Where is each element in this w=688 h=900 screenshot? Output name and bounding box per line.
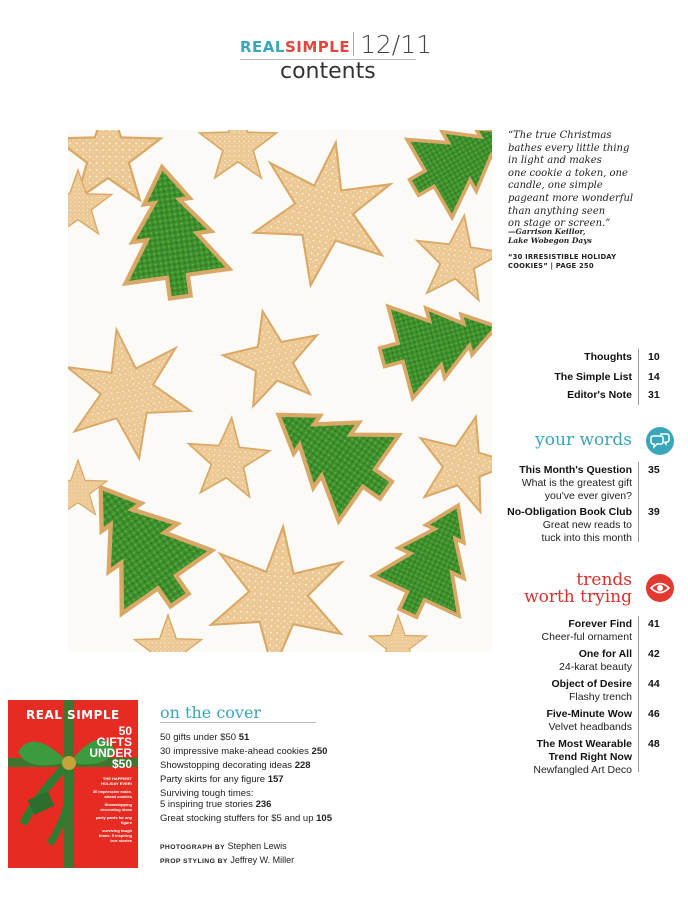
quote-line: in light and makes (508, 155, 602, 167)
toc-item-book-club[interactable]: No-Obligation Book Club Great new reads to tuck into this month (507, 506, 632, 544)
toc-page-number: 10 (648, 351, 660, 363)
toc-item-object-of-desire[interactable]: Object of Desire Flashy trench (551, 678, 632, 703)
toc-item-simple-list[interactable]: The Simple List (554, 371, 632, 383)
list-item[interactable]: Showstopping decorating ideas 228 (160, 760, 311, 771)
quote-line: than anything seen (508, 205, 606, 217)
quote-line: pageant more wonderful (508, 192, 634, 204)
toc-page-number: 42 (648, 648, 660, 660)
photo-credit: PHOTOGRAPH BY Stephen Lewis (160, 841, 287, 851)
list-item[interactable]: 50 gifts under $50 51 (160, 732, 250, 743)
quote-page-reference[interactable]: “30 IRRESISTIBLE HOLIDAY COOKIES” | PAGE 250 (508, 253, 617, 270)
toc-item-five-minute-wow[interactable]: Five-Minute Wow Velvet headbands (546, 708, 632, 733)
toc-item-most-wearable-trend[interactable]: The Most Wearable Trend Right Now Newfangled Art Deco (533, 738, 632, 776)
quote-line: on stage or screen.” (508, 218, 611, 230)
photo-credits (160, 840, 410, 868)
cover-heading-rule (160, 722, 316, 723)
list-item[interactable]: Great stocking stuffers for $5 and up 105 (160, 813, 332, 824)
toc-divider (638, 616, 639, 772)
cover-cover-lines: THE HAPPIEST HOLIDAY EVER! 30 impressive make-ahead cookies Showstopping decorating ideas party pants for any figure surviving tough times: 5 inspiring true stories (92, 776, 132, 843)
masthead (240, 30, 433, 92)
toc-page-number: 14 (648, 371, 660, 383)
section-heading-on-the-cover: on the cover (160, 703, 262, 722)
toc-item-one-for-all[interactable]: One for All 24-karat beauty (559, 648, 632, 673)
issue-number: 12/11 (360, 30, 433, 59)
toc-divider (638, 462, 639, 542)
list-item[interactable]: Surviving tough times: 5 inspiring true stories 236 (160, 788, 272, 810)
toc-item-forever-find[interactable]: Forever Find Cheer-ful ornament (541, 618, 632, 643)
cover-thumbnail[interactable] (8, 700, 138, 868)
list-item[interactable]: Party skirts for any figure 157 (160, 774, 284, 785)
toc-page-number: 41 (648, 618, 660, 630)
quote-line: candle, one simple (508, 180, 603, 192)
toc-item-months-question[interactable]: This Month's Question What is the greatest gift you've ever given? (519, 464, 632, 502)
section-heading-your-words: your words (535, 430, 632, 450)
cookies-illustration (68, 130, 492, 652)
styling-credit: PROP STYLING BY Jeffrey W. Miller (160, 855, 295, 865)
quote-line: “The true Christmas (508, 130, 612, 141)
cover-brand: REAL SIMPLE (26, 708, 120, 722)
toc-item-thoughts[interactable]: Thoughts (584, 351, 632, 363)
cookies-photo (68, 130, 492, 652)
quote-line: one cookie a token, one (508, 167, 628, 179)
toc-page-number: 44 (648, 678, 660, 690)
quote-attribution: —Garrison Keillor, Lake Wobegon Days (508, 227, 592, 245)
toc-item-editors-note[interactable]: Editor's Note (567, 389, 632, 401)
list-item[interactable]: 30 impressive make-ahead cookies 250 (160, 746, 328, 757)
quote-line: bathes every little thing (508, 142, 630, 154)
eye-icon (646, 574, 674, 602)
masthead-divider (353, 32, 354, 56)
cover-story-list (160, 731, 410, 826)
toc-page-number: 39 (648, 506, 660, 518)
pull-quote (508, 130, 678, 231)
section-heading-trends: trends worth trying (524, 570, 632, 607)
speech-bubbles-icon (646, 427, 674, 455)
toc-page-number: 31 (648, 389, 660, 401)
toc-page-number: 35 (648, 464, 660, 476)
toc-page-number: 48 (648, 738, 660, 750)
brand-logo: REALSIMPLE (240, 38, 351, 56)
page-title: contents (280, 59, 376, 84)
toc-page-number: 46 (648, 708, 660, 720)
cover-headline: 50 GIFTS UNDER $50 (89, 724, 132, 771)
toc-divider (638, 349, 639, 405)
